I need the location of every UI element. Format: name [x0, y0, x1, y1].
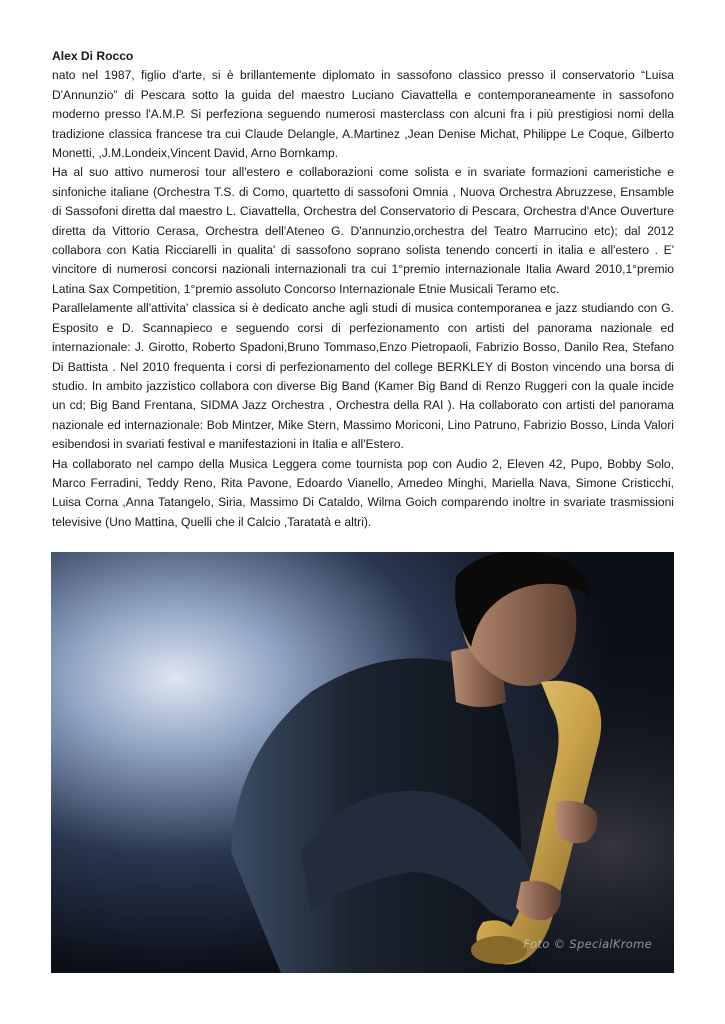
sax-bell-shape [471, 936, 527, 964]
paragraph-classical-career: Ha al suo attivo numerosi tour all'estero e collaborazioni come solista e in svariate formazioni cameristiche e sinfoniche italiane (Orchestra T.S. di Como, quartetto di sassofoni Omnia , Nuova Orchestra Abruzzese, Ensamble di Sassofoni diretta dal maestro L. Ciavattella, Orchestra del Conservatorio di Pescara, Orchestra d'Ance Ouverture diretta da Vittorio Cerasa, Orchestra dell'Ateneo G. D'annunzio,orchestra del Teatro Marrucino etc); dal 2012 collabora con Katia Ricciarelli in qualita' di sassofono soprano solista tenendo concerti in italia e all'estero . E' vincitore di numerosi concorsi nazionali internazionali tra cui 1°premio internazionale Italia Award 2010,1°premio Latina Sax Competition, 1°premio assoluto Concorso Internazionale Etnie Musicali Teramo etc. [52, 165, 674, 296]
document-title: Alex Di Rocco [52, 49, 134, 63]
photo-credit: Foto © SpecialKrome [523, 937, 652, 951]
paragraph-pop-career: Ha collaborato nel campo della Musica Leggera come tournista pop con Audio 2, Eleven 42, Pupo, Bobby Solo, Marco Ferradini, Teddy Reno, Rita Pavone, Edoardo Vianello, Amedeo Minghi, Mariella Nava, Simone Cristicchi, Luisa Corna ,Anna Tatangelo, Siria, Massimo Di Cataldo, Wilma Goich comparendo inoltre in svariate trasmissioni televisive (Uno Mattina, Quelli che il Calcio ,Taratatà e altri). [52, 456, 674, 529]
saxophonist-photo [51, 552, 674, 973]
paragraph-jazz-career: Parallelamente all'attivita' classica si è dedicato anche agli studi di musica contemporanea e jazz studiando con G. Esposito e D. Scannapieco e seguendo corsi di perfezionamento con artisti del panorama nazionale ed internazionale: J. Girotto, Roberto Spadoni,Bruno Tommaso,Enzo Pietropaoli, Fabrizio Bosso, Danilo Rea, Stefano Di Battista . Nel 2010 frequenta i corsi di perfezionamento del college BERKLEY di Boston vincendo una borsa di studio. In ambito jazzistico collabora con diverse Big Band (Kamer Big Band di Renzo Ruggeri con la quale incide un cd; Big Band Frentana, SIDMA Jazz Orchestra , Orchestra della RAI ). Ha collaborato con artisti del panorama nazionale ed internazionale: Bob Mintzer, Mike Stern, Massimo Moriconi, Lino Patruno, Fabrizio Bosso, Linda Valori esibendosi in svariati festival e manifestazioni in Italia e all'Estero. [52, 301, 674, 452]
paragraph-education: nato nel 1987, figlio d'arte, si è brillantemente diplomato in sassofono classico presso il conservatorio “Luisa D'Annunzio” di Pescara sotto la guida del maestro Luciano Ciavattella e contemporaneamente in sassofono moderno presso l'A.M.P. Si perfeziona seguendo numerosi masterclass con alcuni fra i più prestigiosi nomi della tradizione classica francese tra cui Claude Delangle, A.Martinez ,Jean Denise Michat, Philippe Le Coque, Gilberto Monetti, ,J.M.Londeix,Vincent David, Arno Bornkamp. [52, 68, 674, 161]
saxophonist-illustration [51, 552, 674, 973]
biography-text [52, 47, 674, 532]
